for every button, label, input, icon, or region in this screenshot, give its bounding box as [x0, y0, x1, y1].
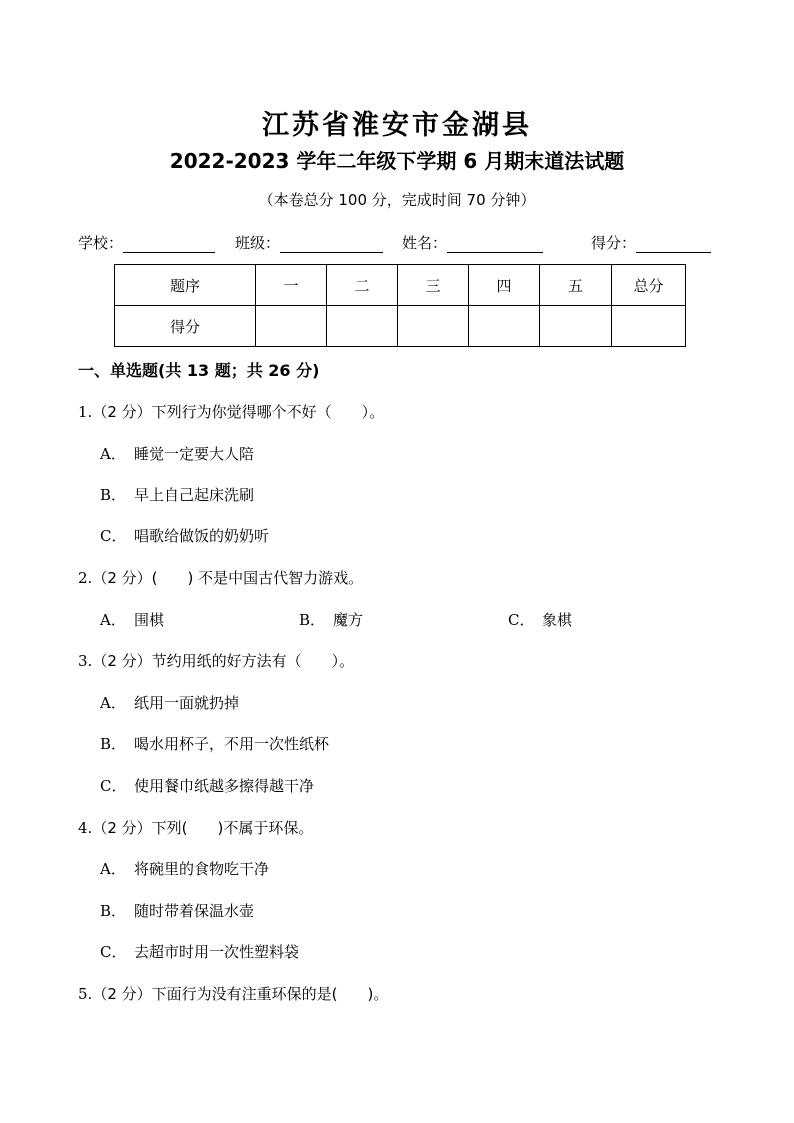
- question-number: 2.: [78, 569, 93, 587]
- option-3b[interactable]: [100, 733, 329, 754]
- option-text: 使用餐巾纸越多擦得越干净: [134, 777, 315, 795]
- question-text: （2 分）下面行为没有注重环保的是( )。: [92, 985, 389, 1003]
- option-3c[interactable]: [100, 775, 314, 796]
- option-letter: C．: [100, 527, 127, 545]
- score-cell[interactable]: [612, 306, 686, 347]
- option-1c[interactable]: [100, 525, 269, 546]
- question-text: （2 分）节约用纸的好方法有（ ）。: [92, 652, 355, 670]
- option-letter: B．: [299, 611, 326, 629]
- option-letter: B．: [100, 902, 127, 920]
- score-cell[interactable]: [469, 306, 540, 347]
- score-row-label: 得分: [115, 306, 256, 347]
- name-label: 姓名：: [402, 234, 448, 252]
- option-2b[interactable]: [299, 609, 363, 630]
- score-table-header: 一: [256, 265, 327, 306]
- score-table: [114, 264, 686, 347]
- score-table-score-row: [115, 306, 686, 347]
- score-table-header-row: [115, 265, 686, 306]
- option-text: 睡觉一定要大人陪: [134, 445, 255, 463]
- score-table-header: 二: [327, 265, 398, 306]
- name-field: [402, 232, 543, 253]
- option-text: 随时带着保温水壶: [134, 902, 255, 920]
- option-letter: A．: [100, 445, 126, 463]
- option-text: 唱歌给做饭的奶奶听: [134, 527, 270, 545]
- option-letter: A．: [100, 694, 126, 712]
- option-letter: A．: [100, 611, 126, 629]
- option-1b[interactable]: [100, 484, 254, 505]
- question-number: 1.: [78, 403, 93, 421]
- option-letter: B．: [100, 735, 127, 753]
- option-letter: C．: [508, 611, 535, 629]
- question-number: 5.: [78, 985, 93, 1003]
- option-text: 喝水用杯子，不用一次性纸杯: [134, 735, 330, 753]
- score-cell[interactable]: [327, 306, 398, 347]
- score-field: [591, 232, 711, 253]
- class-field: [235, 232, 383, 253]
- question-text: （2 分）下列( )不属于环保。: [92, 819, 314, 837]
- score-cell[interactable]: [256, 306, 327, 347]
- class-label: 班级：: [235, 234, 281, 252]
- option-text: 去超市时用一次性塑料袋: [134, 943, 300, 961]
- option-4a[interactable]: [100, 858, 269, 879]
- school-field: [78, 232, 215, 253]
- question-1: [78, 401, 384, 422]
- option-letter: B．: [100, 486, 127, 504]
- question-text: （2 分）下列行为你觉得哪个不好（ ）。: [92, 403, 385, 421]
- document-title: 江苏省淮安市金湖县: [262, 110, 532, 141]
- option-1a[interactable]: [100, 443, 254, 464]
- option-4c[interactable]: [100, 941, 299, 962]
- option-text: 早上自己起床洗刷: [134, 486, 255, 504]
- option-2a[interactable]: [100, 609, 164, 630]
- score-table-header: 总分: [612, 265, 686, 306]
- question-3: [78, 650, 354, 671]
- question-4: [78, 817, 313, 838]
- section-title: 一、单选题(共 13 题；共 26 分): [78, 361, 320, 380]
- score-label: 得分：: [591, 234, 637, 252]
- question-5: [78, 983, 388, 1004]
- score-table-header: 题序: [115, 265, 256, 306]
- question-text: （2 分）( ) 不是中国古代智力游戏。: [92, 569, 364, 587]
- exam-note: （本卷总分 100 分，完成时间 70 分钟）: [258, 191, 536, 209]
- school-blank[interactable]: [123, 236, 215, 253]
- option-2c[interactable]: [508, 609, 572, 630]
- option-letter: C．: [100, 777, 127, 795]
- score-table-header: 三: [398, 265, 469, 306]
- option-4b[interactable]: [100, 900, 254, 921]
- score-cell[interactable]: [398, 306, 469, 347]
- score-table-header: 五: [540, 265, 612, 306]
- option-letter: A．: [100, 860, 126, 878]
- class-blank[interactable]: [280, 236, 383, 253]
- school-label: 学校：: [78, 234, 124, 252]
- exam-subtitle: 2022-2023 学年二年级下学期 6 月期末道法试题: [169, 149, 625, 173]
- name-blank[interactable]: [447, 236, 543, 253]
- question-number: 4.: [78, 819, 93, 837]
- score-table-header: 四: [469, 265, 540, 306]
- option-text: 将碗里的食物吃干净: [134, 860, 270, 878]
- option-text: 象棋: [542, 611, 573, 629]
- question-2: [78, 567, 363, 588]
- score-blank[interactable]: [636, 236, 711, 253]
- score-cell[interactable]: [540, 306, 612, 347]
- option-text: 纸用一面就扔掉: [134, 694, 240, 712]
- option-text: 围棋: [134, 611, 165, 629]
- option-text: 魔方: [333, 611, 364, 629]
- option-3a[interactable]: [100, 692, 239, 713]
- question-number: 3.: [78, 652, 93, 670]
- option-letter: C．: [100, 943, 127, 961]
